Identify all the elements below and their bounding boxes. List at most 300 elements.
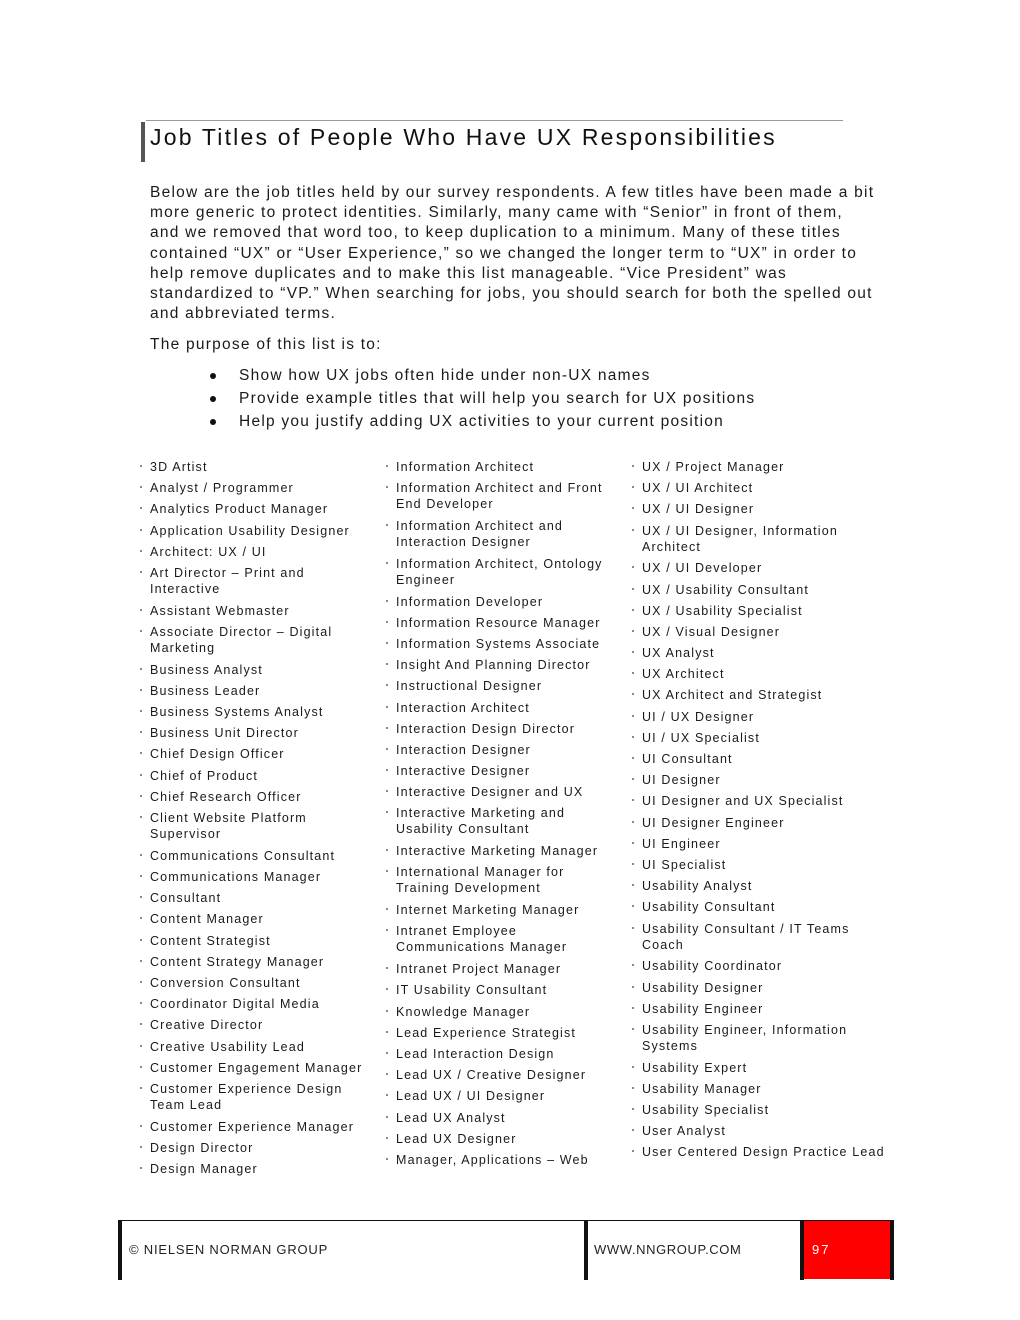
job-title-item <box>396 1067 621 1083</box>
purpose-item-text: Help you justify adding UX activities to your current position <box>239 413 725 430</box>
job-title-item <box>150 624 370 656</box>
job-title-text: Usability Analyst <box>642 879 753 894</box>
job-title-text: Information Architect and Front End Developer <box>396 481 603 512</box>
job-title-text: Consultant <box>150 891 222 906</box>
job-title-item <box>150 746 370 762</box>
job-title-text: Art Director – Print and Interactive <box>150 565 305 596</box>
job-title-text: Lead UX Designer <box>396 1131 517 1146</box>
list-marker-icon <box>386 486 388 488</box>
list-marker-icon <box>632 630 634 632</box>
list-marker-icon <box>632 672 634 674</box>
list-marker-icon <box>386 849 388 851</box>
job-title-item <box>642 980 892 996</box>
job-title-text: Business Systems Analyst <box>150 705 324 720</box>
job-title-text: UX / Usability Specialist <box>642 603 803 618</box>
job-title-text: UX / UI Developer <box>642 561 763 576</box>
list-marker-icon <box>140 710 142 712</box>
bullet-icon <box>210 419 216 425</box>
purpose-item <box>210 412 755 435</box>
list-marker-icon <box>632 465 634 467</box>
list-marker-icon <box>386 1073 388 1075</box>
job-title-text: UX / Project Manager <box>642 460 785 474</box>
job-title-text: 3D Artist <box>150 460 208 474</box>
job-title-item <box>150 1039 370 1055</box>
job-title-text: Communications Manager <box>150 870 322 885</box>
list-marker-icon <box>632 1129 634 1131</box>
job-title-item <box>642 1081 892 1097</box>
job-title-item <box>642 523 892 555</box>
job-title-text: Coordinator Digital Media <box>150 997 320 1012</box>
job-title-text: Lead UX / Creative Designer <box>396 1068 587 1083</box>
job-title-item <box>396 480 621 512</box>
job-title-item <box>642 709 892 725</box>
job-title-item <box>150 683 370 699</box>
job-title-text: Customer Experience Design Team Lead <box>150 1081 343 1112</box>
list-marker-icon <box>386 562 388 564</box>
footer-divider <box>890 1220 894 1280</box>
list-marker-icon <box>632 799 634 801</box>
list-marker-icon <box>386 1094 388 1096</box>
list-marker-icon <box>386 600 388 602</box>
job-title-text: UX / Usability Consultant <box>642 582 810 597</box>
list-marker-icon <box>140 486 142 488</box>
job-title-item <box>642 836 892 852</box>
job-title-item <box>396 657 621 673</box>
job-title-item <box>642 1022 892 1054</box>
job-title-item <box>642 645 892 661</box>
job-title-item <box>396 700 621 716</box>
list-marker-icon <box>632 905 634 907</box>
job-title-text: Content Manager <box>150 912 264 927</box>
job-title-item <box>150 523 370 539</box>
job-title-item <box>396 1004 621 1020</box>
job-title-item <box>642 459 892 475</box>
list-marker-icon <box>632 588 634 590</box>
job-title-text: Internet Marketing Manager <box>396 903 580 918</box>
job-title-item <box>150 459 370 475</box>
job-title-text: User Analyst <box>642 1124 726 1139</box>
job-title-text: Analyst / Programmer <box>150 481 294 496</box>
job-title-item <box>150 725 370 741</box>
list-marker-icon <box>140 689 142 691</box>
job-title-item <box>642 772 892 788</box>
list-marker-icon <box>140 1087 142 1089</box>
job-title-text: Information Architect, Ontology Engineer <box>396 556 603 587</box>
list-marker-icon <box>386 706 388 708</box>
job-title-text: Information Developer <box>396 594 544 609</box>
job-title-item <box>642 1001 892 1017</box>
job-title-item <box>642 793 892 809</box>
list-marker-icon <box>632 715 634 717</box>
job-title-item <box>396 763 621 779</box>
job-title-text: Lead Experience Strategist <box>396 1025 576 1040</box>
job-title-text: Design Manager <box>150 1162 258 1177</box>
footer-divider <box>118 1220 122 1280</box>
job-title-item <box>396 1110 621 1126</box>
job-title-text: Intranet Employee Communications Manager <box>396 924 568 955</box>
job-title-text: Information Systems Associate <box>396 636 601 651</box>
job-title-item <box>642 480 892 496</box>
job-title-item <box>150 1081 370 1113</box>
job-title-text: Creative Usability Lead <box>150 1039 305 1054</box>
job-title-text: Creative Director <box>150 1018 264 1033</box>
job-title-item <box>642 751 892 767</box>
bullet-icon <box>210 396 216 402</box>
list-marker-icon <box>386 870 388 872</box>
list-marker-icon <box>632 1028 634 1030</box>
job-title-item <box>642 1102 892 1118</box>
job-title-text: UX Architect and Strategist <box>642 688 823 703</box>
list-marker-icon <box>632 529 634 531</box>
job-title-item <box>150 954 370 970</box>
list-marker-icon <box>632 651 634 653</box>
list-marker-icon <box>386 727 388 729</box>
job-title-item <box>150 975 370 991</box>
job-title-text: UX Architect <box>642 667 725 682</box>
job-title-item <box>642 878 892 894</box>
job-title-text: UI / UX Designer <box>642 709 755 724</box>
job-title-item <box>150 810 370 842</box>
job-title-text: UI Designer and UX Specialist <box>642 794 844 809</box>
job-title-text: Customer Engagement Manager <box>150 1060 363 1075</box>
job-title-item <box>642 582 892 598</box>
job-title-item <box>396 678 621 694</box>
purpose-item-text: Provide example titles that will help you search for UX positions <box>239 390 756 407</box>
job-title-text: UX / UI Designer <box>642 502 755 517</box>
job-title-text: International Manager for Training Development <box>396 865 565 896</box>
job-title-item <box>396 982 621 998</box>
job-title-item <box>150 603 370 619</box>
job-title-item <box>642 730 892 746</box>
purpose-list <box>210 366 755 435</box>
job-title-text: User Centered Design Practice Lead <box>642 1145 885 1160</box>
job-title-item <box>150 662 370 678</box>
job-title-text: Business Unit Director <box>150 726 299 741</box>
job-title-item <box>642 921 892 953</box>
job-title-text: Lead UX Analyst <box>396 1110 506 1125</box>
job-title-item <box>150 501 370 517</box>
job-title-text: UX / UI Designer, Information Architect <box>642 523 838 554</box>
list-marker-icon <box>140 1146 142 1148</box>
list-marker-icon <box>632 821 634 823</box>
list-marker-icon <box>140 896 142 898</box>
list-marker-icon <box>632 986 634 988</box>
job-title-text: UI Consultant <box>642 752 733 767</box>
job-title-item <box>150 1161 370 1177</box>
list-marker-icon <box>386 769 388 771</box>
purpose-item-text: Show how UX jobs often hide under non-UX names <box>239 367 651 384</box>
job-title-item <box>150 933 370 949</box>
job-title-text: Interactive Marketing Manager <box>396 844 599 859</box>
list-marker-icon <box>140 1023 142 1025</box>
job-title-item <box>150 1017 370 1033</box>
job-title-item <box>396 864 621 896</box>
list-marker-icon <box>140 875 142 877</box>
job-title-text: Usability Consultant / IT Teams Coach <box>642 921 850 952</box>
list-marker-icon <box>140 960 142 962</box>
job-title-item <box>396 556 621 588</box>
job-titles-column-1 <box>150 459 370 1182</box>
list-marker-icon <box>632 486 634 488</box>
title-accent-bar <box>141 122 145 162</box>
list-marker-icon <box>140 939 142 941</box>
job-title-text: Application Usability Designer <box>150 523 350 538</box>
job-title-item <box>150 789 370 805</box>
job-title-text: Analytics Product Manager <box>150 502 329 517</box>
list-marker-icon <box>386 790 388 792</box>
list-marker-icon <box>386 1158 388 1160</box>
job-title-text: Business Leader <box>150 683 261 698</box>
intro-paragraph: Below are the job titles held by our survey respondents. A few titles have been made a bit more generic to protect identities. Similarly, many came with “Senior” in front of them, and we removed that word too, to keep duplication to a minimum. Many of these titles contained “UX” or “User Experience,” so we changed the longer term to “UX” in order to help remove duplicates and to make this list manageable. “Vice President” was standardized to “VP.” When searching for jobs, you should search for both the spelled out and abbreviated terms. <box>150 184 875 323</box>
job-title-item <box>396 923 621 955</box>
list-marker-icon <box>386 1116 388 1118</box>
job-title-text: Usability Coordinator <box>642 959 783 974</box>
job-title-text: Instructional Designer <box>396 679 543 694</box>
list-marker-icon <box>386 748 388 750</box>
list-marker-icon <box>632 1150 634 1152</box>
job-title-item <box>150 911 370 927</box>
job-title-item <box>396 594 621 610</box>
list-marker-icon <box>140 816 142 818</box>
job-title-text: Chief Research Officer <box>150 789 302 804</box>
list-marker-icon <box>140 571 142 573</box>
list-marker-icon <box>386 524 388 526</box>
job-title-text: UX Analyst <box>642 646 715 661</box>
list-marker-icon <box>632 884 634 886</box>
list-marker-icon <box>632 757 634 759</box>
list-marker-icon <box>140 917 142 919</box>
job-title-text: Associate Director – Digital Marketing <box>150 624 333 655</box>
page-footer <box>118 1220 894 1280</box>
job-title-text: Information Architect and Interaction Designer <box>396 518 564 549</box>
list-marker-icon <box>386 967 388 969</box>
list-marker-icon <box>386 929 388 931</box>
page-number: 97 <box>812 1242 831 1257</box>
job-title-item <box>642 603 892 619</box>
page-title: Job Titles of People Who Have UX Responsibilities <box>150 124 777 150</box>
title-top-rule <box>146 120 843 121</box>
list-marker-icon <box>386 1010 388 1012</box>
list-marker-icon <box>386 663 388 665</box>
list-marker-icon <box>632 778 634 780</box>
list-marker-icon <box>632 566 634 568</box>
job-title-text: Chief Design Officer <box>150 747 285 762</box>
list-marker-icon <box>386 642 388 644</box>
job-title-item <box>396 961 621 977</box>
list-marker-icon <box>632 1087 634 1089</box>
job-title-text: Usability Engineer, Information Systems <box>642 1022 848 1053</box>
footer-copyright: © NIELSEN NORMAN GROUP <box>129 1242 329 1257</box>
list-marker-icon <box>632 1066 634 1068</box>
job-title-text: Interaction Designer <box>396 742 531 757</box>
job-title-item <box>396 615 621 631</box>
list-marker-icon <box>632 863 634 865</box>
footer-url: WWW.NNGROUP.COM <box>594 1242 742 1257</box>
job-title-item <box>150 890 370 906</box>
job-title-text: Business Analyst <box>150 662 263 677</box>
list-marker-icon <box>140 1002 142 1004</box>
page-number-box <box>804 1221 890 1279</box>
job-title-text: Design Director <box>150 1140 254 1155</box>
job-title-text: Conversion Consultant <box>150 975 301 990</box>
list-marker-icon <box>632 736 634 738</box>
job-title-item <box>642 958 892 974</box>
list-marker-icon <box>140 1167 142 1169</box>
job-title-text: Information Resource Manager <box>396 615 601 630</box>
job-title-item <box>396 805 621 837</box>
list-marker-icon <box>632 1007 634 1009</box>
list-marker-icon <box>140 981 142 983</box>
job-title-text: Knowledge Manager <box>396 1004 531 1019</box>
job-title-text: Usability Expert <box>642 1060 748 1075</box>
job-title-text: Interactive Designer <box>396 764 531 779</box>
list-marker-icon <box>140 1066 142 1068</box>
job-title-item <box>642 1123 892 1139</box>
list-marker-icon <box>632 693 634 695</box>
list-marker-icon <box>386 988 388 990</box>
job-title-item <box>396 902 621 918</box>
job-title-text: Usability Specialist <box>642 1103 770 1118</box>
job-title-item <box>150 565 370 597</box>
job-title-item <box>642 857 892 873</box>
job-title-text: Interaction Architect <box>396 700 530 715</box>
job-title-item <box>642 899 892 915</box>
job-title-item <box>396 1046 621 1062</box>
job-title-item <box>150 1140 370 1156</box>
job-title-text: Client Website Platform Supervisor <box>150 811 307 842</box>
list-marker-icon <box>386 1031 388 1033</box>
job-title-text: UI Designer <box>642 773 721 788</box>
job-title-text: UI Engineer <box>642 836 721 851</box>
list-marker-icon <box>140 774 142 776</box>
job-title-item <box>396 1025 621 1041</box>
job-title-item <box>642 687 892 703</box>
job-title-text: Interactive Marketing and Usability Consultant <box>396 806 566 837</box>
job-title-item <box>150 1119 370 1135</box>
job-title-text: Usability Manager <box>642 1081 762 1096</box>
job-title-item <box>642 1060 892 1076</box>
purpose-item <box>210 366 755 389</box>
job-title-text: IT Usability Consultant <box>396 983 548 998</box>
job-title-item <box>396 636 621 652</box>
job-title-text: Customer Experience Manager <box>150 1119 355 1134</box>
job-title-text: Lead Interaction Design <box>396 1046 555 1061</box>
list-marker-icon <box>386 908 388 910</box>
job-title-text: UX / UI Architect <box>642 481 754 496</box>
job-title-text: Information Architect <box>396 460 535 474</box>
job-title-text: Content Strategy Manager <box>150 954 325 969</box>
list-marker-icon <box>140 1045 142 1047</box>
job-title-text: Usability Consultant <box>642 900 776 915</box>
list-marker-icon <box>386 621 388 623</box>
job-title-text: Interaction Design Director <box>396 721 576 736</box>
list-marker-icon <box>632 507 634 509</box>
list-marker-icon <box>140 630 142 632</box>
list-marker-icon <box>386 684 388 686</box>
job-title-item <box>396 518 621 550</box>
job-title-item <box>642 560 892 576</box>
footer-rule <box>118 1220 894 1221</box>
job-title-item <box>150 869 370 885</box>
job-title-item <box>396 1088 621 1104</box>
job-title-item <box>396 843 621 859</box>
bullet-icon <box>210 373 216 379</box>
list-marker-icon <box>140 609 142 611</box>
job-title-text: Insight And Planning Director <box>396 658 591 673</box>
job-title-text: Lead UX / UI Designer <box>396 1089 546 1104</box>
job-title-item <box>150 480 370 496</box>
list-marker-icon <box>632 964 634 966</box>
job-title-text: Usability Designer <box>642 980 764 995</box>
job-title-item <box>396 721 621 737</box>
list-marker-icon <box>632 927 634 929</box>
list-marker-icon <box>386 1052 388 1054</box>
list-marker-icon <box>632 609 634 611</box>
job-title-item <box>150 768 370 784</box>
job-title-text: UI Specialist <box>642 857 727 872</box>
job-title-text: Architect: UX / UI <box>150 544 267 559</box>
job-title-item <box>642 501 892 517</box>
list-marker-icon <box>140 550 142 552</box>
job-title-text: Intranet Project Manager <box>396 962 562 977</box>
list-marker-icon <box>386 811 388 813</box>
purpose-item <box>210 389 755 412</box>
job-title-text: Communications Consultant <box>150 848 336 863</box>
job-title-text: Usability Engineer <box>642 1001 764 1016</box>
job-title-item <box>150 544 370 560</box>
list-marker-icon <box>140 529 142 531</box>
job-title-item <box>396 1152 621 1168</box>
job-title-item <box>642 815 892 831</box>
job-title-text: UI Designer Engineer <box>642 815 785 830</box>
job-title-item <box>642 1144 892 1160</box>
job-title-text: Assistant Webmaster <box>150 603 290 618</box>
job-title-item <box>396 459 621 475</box>
list-marker-icon <box>140 854 142 856</box>
job-title-text: Manager, Applications – Web <box>396 1152 589 1167</box>
list-marker-icon <box>632 842 634 844</box>
job-titles-column-3 <box>642 459 892 1166</box>
job-title-item <box>396 784 621 800</box>
purpose-label: The purpose of this list is to: <box>150 336 382 353</box>
list-marker-icon <box>140 795 142 797</box>
list-marker-icon <box>140 1125 142 1127</box>
job-title-item <box>150 996 370 1012</box>
job-title-item <box>396 1131 621 1147</box>
job-title-text: UI / UX Specialist <box>642 730 760 745</box>
list-marker-icon <box>140 731 142 733</box>
list-marker-icon <box>386 1137 388 1139</box>
list-marker-icon <box>140 507 142 509</box>
list-marker-icon <box>140 752 142 754</box>
list-marker-icon <box>140 465 142 467</box>
job-titles-column-2 <box>396 459 621 1173</box>
job-title-text: Chief of Product <box>150 768 259 783</box>
job-title-item <box>150 704 370 720</box>
list-marker-icon <box>140 668 142 670</box>
list-marker-icon <box>632 1108 634 1110</box>
job-title-item <box>150 848 370 864</box>
job-title-text: UX / Visual Designer <box>642 624 781 639</box>
job-title-item <box>642 666 892 682</box>
job-title-text: Interactive Designer and UX <box>396 785 584 800</box>
footer-divider <box>584 1220 588 1280</box>
job-title-item <box>396 742 621 758</box>
job-title-item <box>642 624 892 640</box>
job-title-text: Content Strategist <box>150 933 271 948</box>
job-title-item <box>150 1060 370 1076</box>
list-marker-icon <box>386 465 388 467</box>
